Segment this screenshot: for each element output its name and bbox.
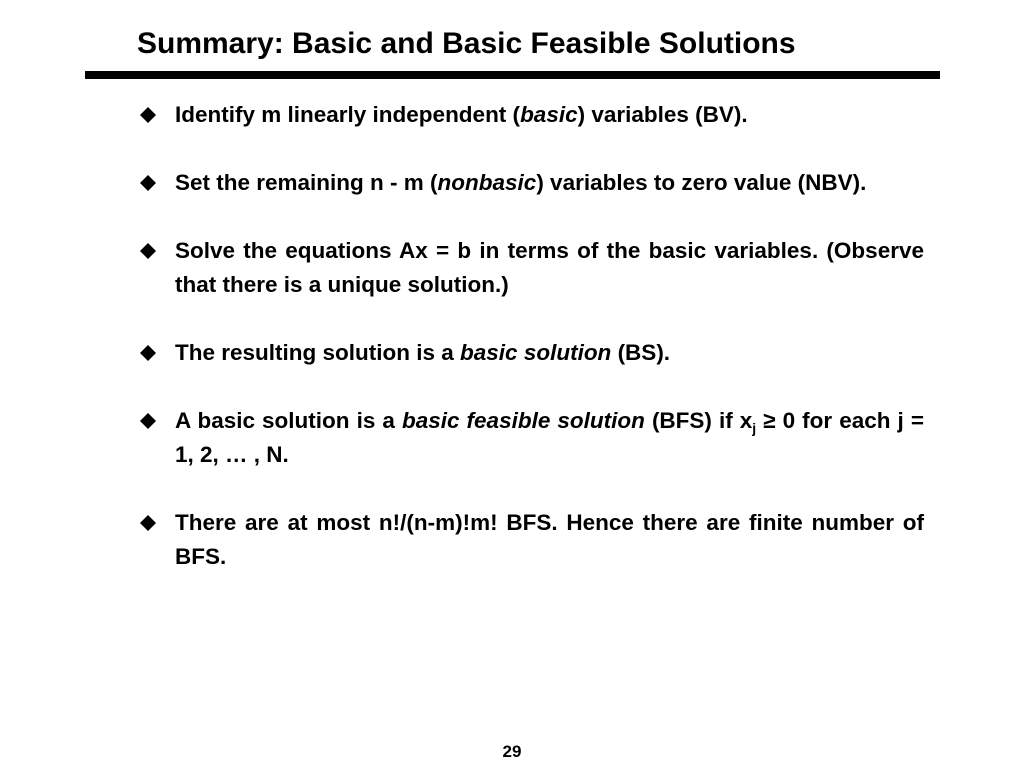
bullet-text: Set the remaining n - m ( (175, 170, 438, 195)
bullet-item-finite-bfs (137, 506, 924, 574)
bullet-text: There are at most n!/(n-m)!m! BFS. Hence there are finite number of BFS. (175, 510, 924, 569)
bullet-text: Solve the equations Ax = b in terms of the basic variables. (Observe that there is a unique solution.) (175, 238, 924, 297)
diamond-icon (138, 404, 158, 438)
bullet-emphasis: nonbasic (437, 170, 537, 195)
slide-title: Summary: Basic and Basic Feasible Solutions (137, 27, 796, 60)
bullet-item-identify-basic-variables (137, 98, 924, 132)
bullet-list (137, 98, 924, 574)
diamond-icon (138, 506, 158, 540)
bullet-text: (BFS) if x (644, 408, 753, 433)
bullet-item-solve-equations (137, 234, 924, 302)
bullet-text: (BS). (611, 340, 671, 365)
diamond-icon (138, 166, 158, 200)
subscript-j: j (752, 420, 757, 436)
page-number: 29 (502, 742, 522, 761)
diamond-icon (138, 98, 158, 132)
bullet-emphasis: basic solution (460, 340, 612, 365)
bullet-text: ) variables (BV). (577, 102, 748, 127)
bullet-text: A basic solution is a (175, 408, 402, 433)
bullet-item-basic-feasible-solution (137, 404, 924, 472)
bullet-emphasis: basic (520, 102, 578, 127)
bullet-text: ) variables to zero value (NBV). (536, 170, 867, 195)
bullet-item-set-nonbasic-variables (137, 166, 924, 200)
bullet-text: The resulting solution is a (175, 340, 461, 365)
bullet-text: Identify m linearly independent ( (175, 102, 521, 127)
bullet-emphasis: basic feasible solution (401, 408, 645, 433)
diamond-icon (138, 336, 158, 370)
bullet-item-basic-solution (137, 336, 924, 370)
bullet-text: ≥ 0 for each j = 1, 2, … , N. (175, 408, 924, 467)
diamond-icon (138, 234, 158, 268)
title-divider (85, 71, 940, 79)
